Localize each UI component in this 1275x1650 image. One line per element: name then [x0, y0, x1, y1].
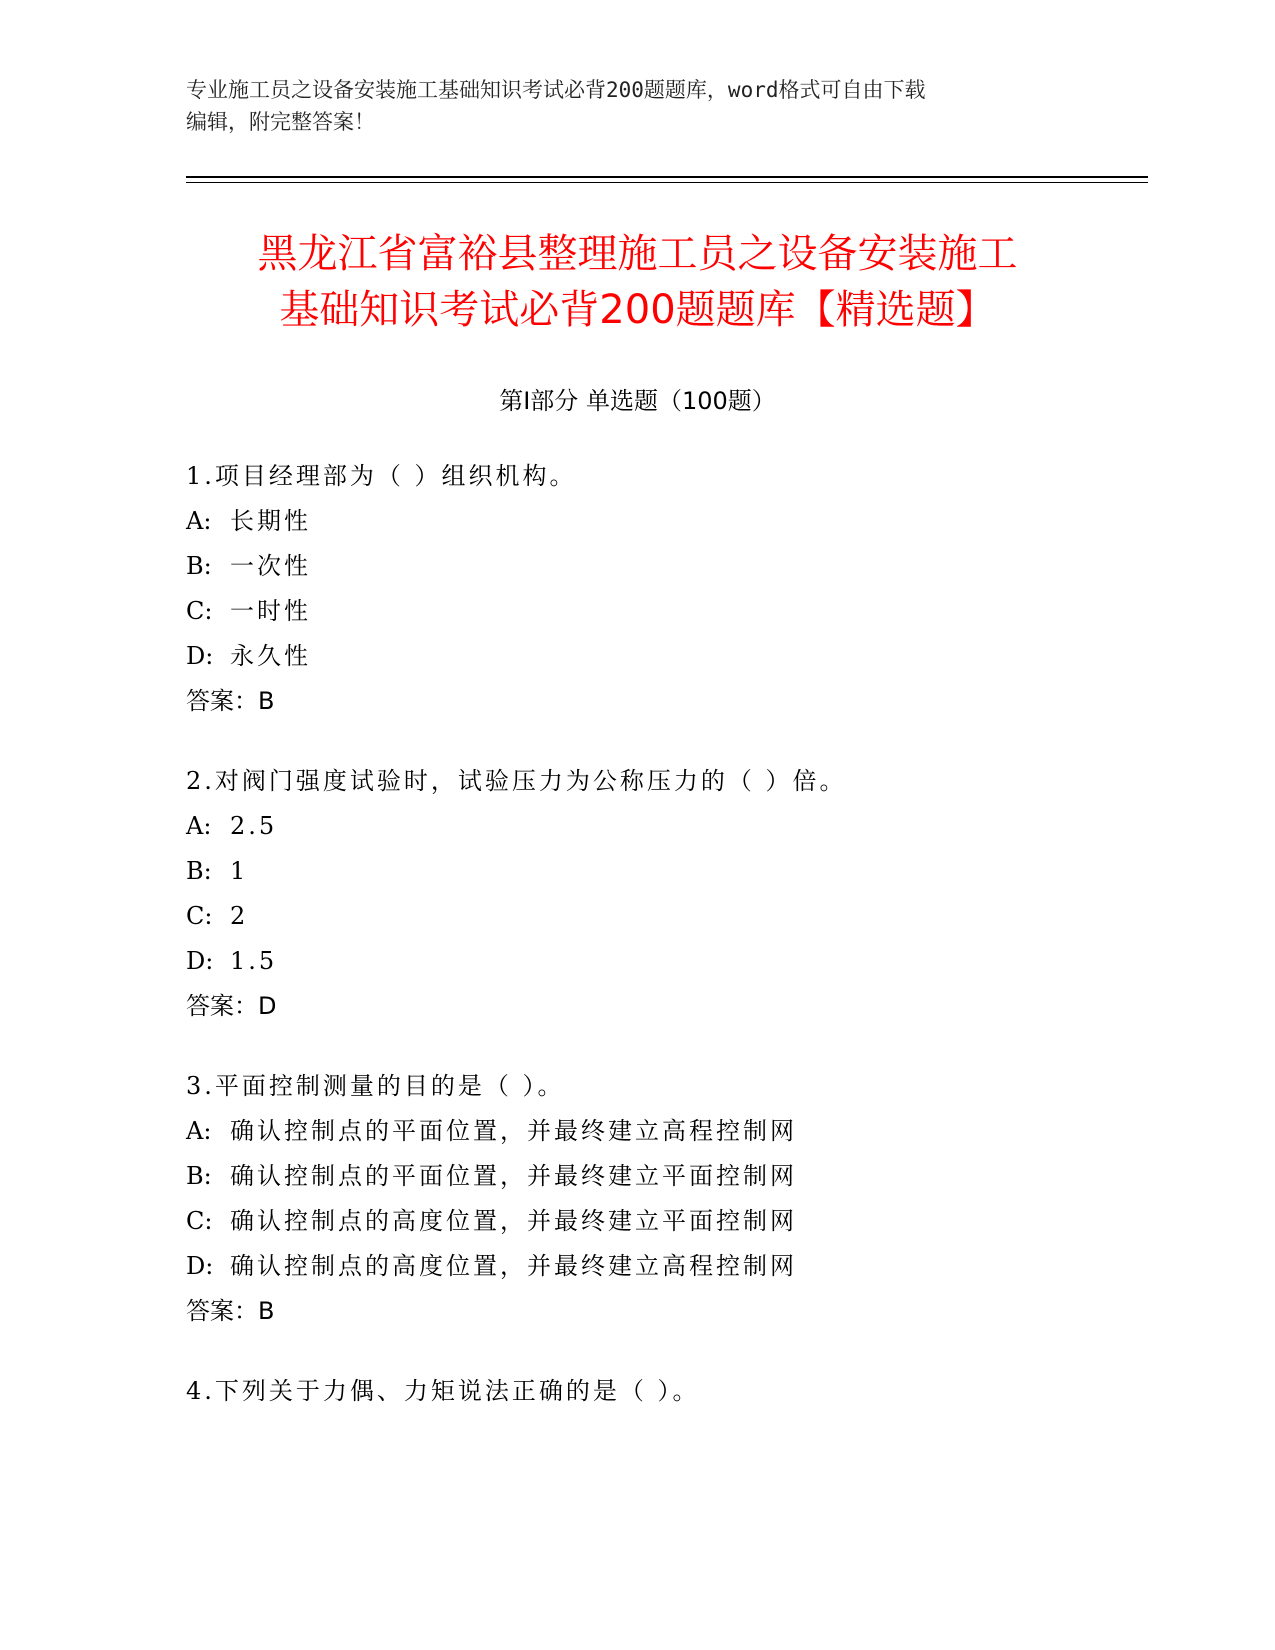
option-text: 2.5: [230, 812, 278, 840]
header-note: [186, 74, 1086, 138]
option-d: [186, 634, 1146, 679]
option-text: 2: [230, 902, 249, 930]
option-text: 永久性: [230, 642, 311, 670]
option-text: 长期性: [230, 507, 311, 535]
section-title: 第Ⅰ部分 单选题（100题）: [499, 387, 776, 415]
header-note-line-2: 编辑，附完整答案！: [186, 110, 375, 134]
option-letter: C:: [186, 902, 213, 930]
option-text: 1: [230, 857, 249, 885]
option-text: 一时性: [230, 597, 311, 625]
option-text: 确认控制点的高度位置，并最终建立高程控制网: [230, 1252, 797, 1280]
option-a: [186, 1109, 1146, 1154]
option-letter: C:: [186, 1207, 213, 1235]
document-title: [150, 226, 1125, 338]
option-letter: D:: [186, 642, 214, 670]
question-1: [186, 454, 1146, 724]
question-stem: 2.对阀门强度试验时，试验压力为公称压力的（ ）倍。: [186, 767, 847, 795]
option-letter: B:: [186, 1162, 212, 1190]
option-letter: C:: [186, 597, 213, 625]
option-a: [186, 804, 1146, 849]
answer-label: 答案：D: [186, 992, 277, 1020]
option-letter: D:: [186, 1252, 214, 1280]
question-stem: 4.下列关于力偶、力矩说法正确的是（ ）。: [186, 1377, 700, 1405]
option-text: 确认控制点的平面位置，并最终建立高程控制网: [230, 1117, 797, 1145]
header-note-line-1: 专业施工员之设备安装施工基础知识考试必背200题题库，word格式可自由下载: [186, 78, 926, 102]
question-stem: 1.项目经理部为（ ）组织机构。: [186, 462, 577, 490]
option-d: [186, 1244, 1146, 1289]
header-divider-thin: [186, 182, 1148, 183]
option-letter: B:: [186, 552, 212, 580]
option-b: [186, 544, 1146, 589]
option-letter: D:: [186, 947, 214, 975]
question-4: [186, 1369, 1146, 1414]
option-letter: A:: [186, 1117, 212, 1145]
option-a: [186, 499, 1146, 544]
option-text: 确认控制点的高度位置，并最终建立平面控制网: [230, 1207, 797, 1235]
option-d: [186, 939, 1146, 984]
option-letter: B:: [186, 857, 212, 885]
question-2: [186, 759, 1146, 1029]
question-stem: 3.平面控制测量的目的是（ ）。: [186, 1072, 565, 1100]
option-text: 确认控制点的平面位置，并最终建立平面控制网: [230, 1162, 797, 1190]
option-c: [186, 894, 1146, 939]
question-3: [186, 1064, 1146, 1334]
option-text: 1.5: [230, 947, 278, 975]
option-b: [186, 849, 1146, 894]
option-c: [186, 589, 1146, 634]
header-divider-thick: [186, 176, 1148, 178]
answer-label: 答案：B: [186, 1297, 275, 1325]
option-letter: A:: [186, 507, 212, 535]
option-text: 一次性: [230, 552, 311, 580]
document-title-line-2: 基础知识考试必背200题题库【精选题】: [279, 287, 996, 333]
document-title-line-1: 黑龙江省富裕县整理施工员之设备安装施工: [257, 231, 1018, 277]
answer-label: 答案：B: [186, 687, 275, 715]
option-letter: A:: [186, 812, 212, 840]
option-b: [186, 1154, 1146, 1199]
option-c: [186, 1199, 1146, 1244]
